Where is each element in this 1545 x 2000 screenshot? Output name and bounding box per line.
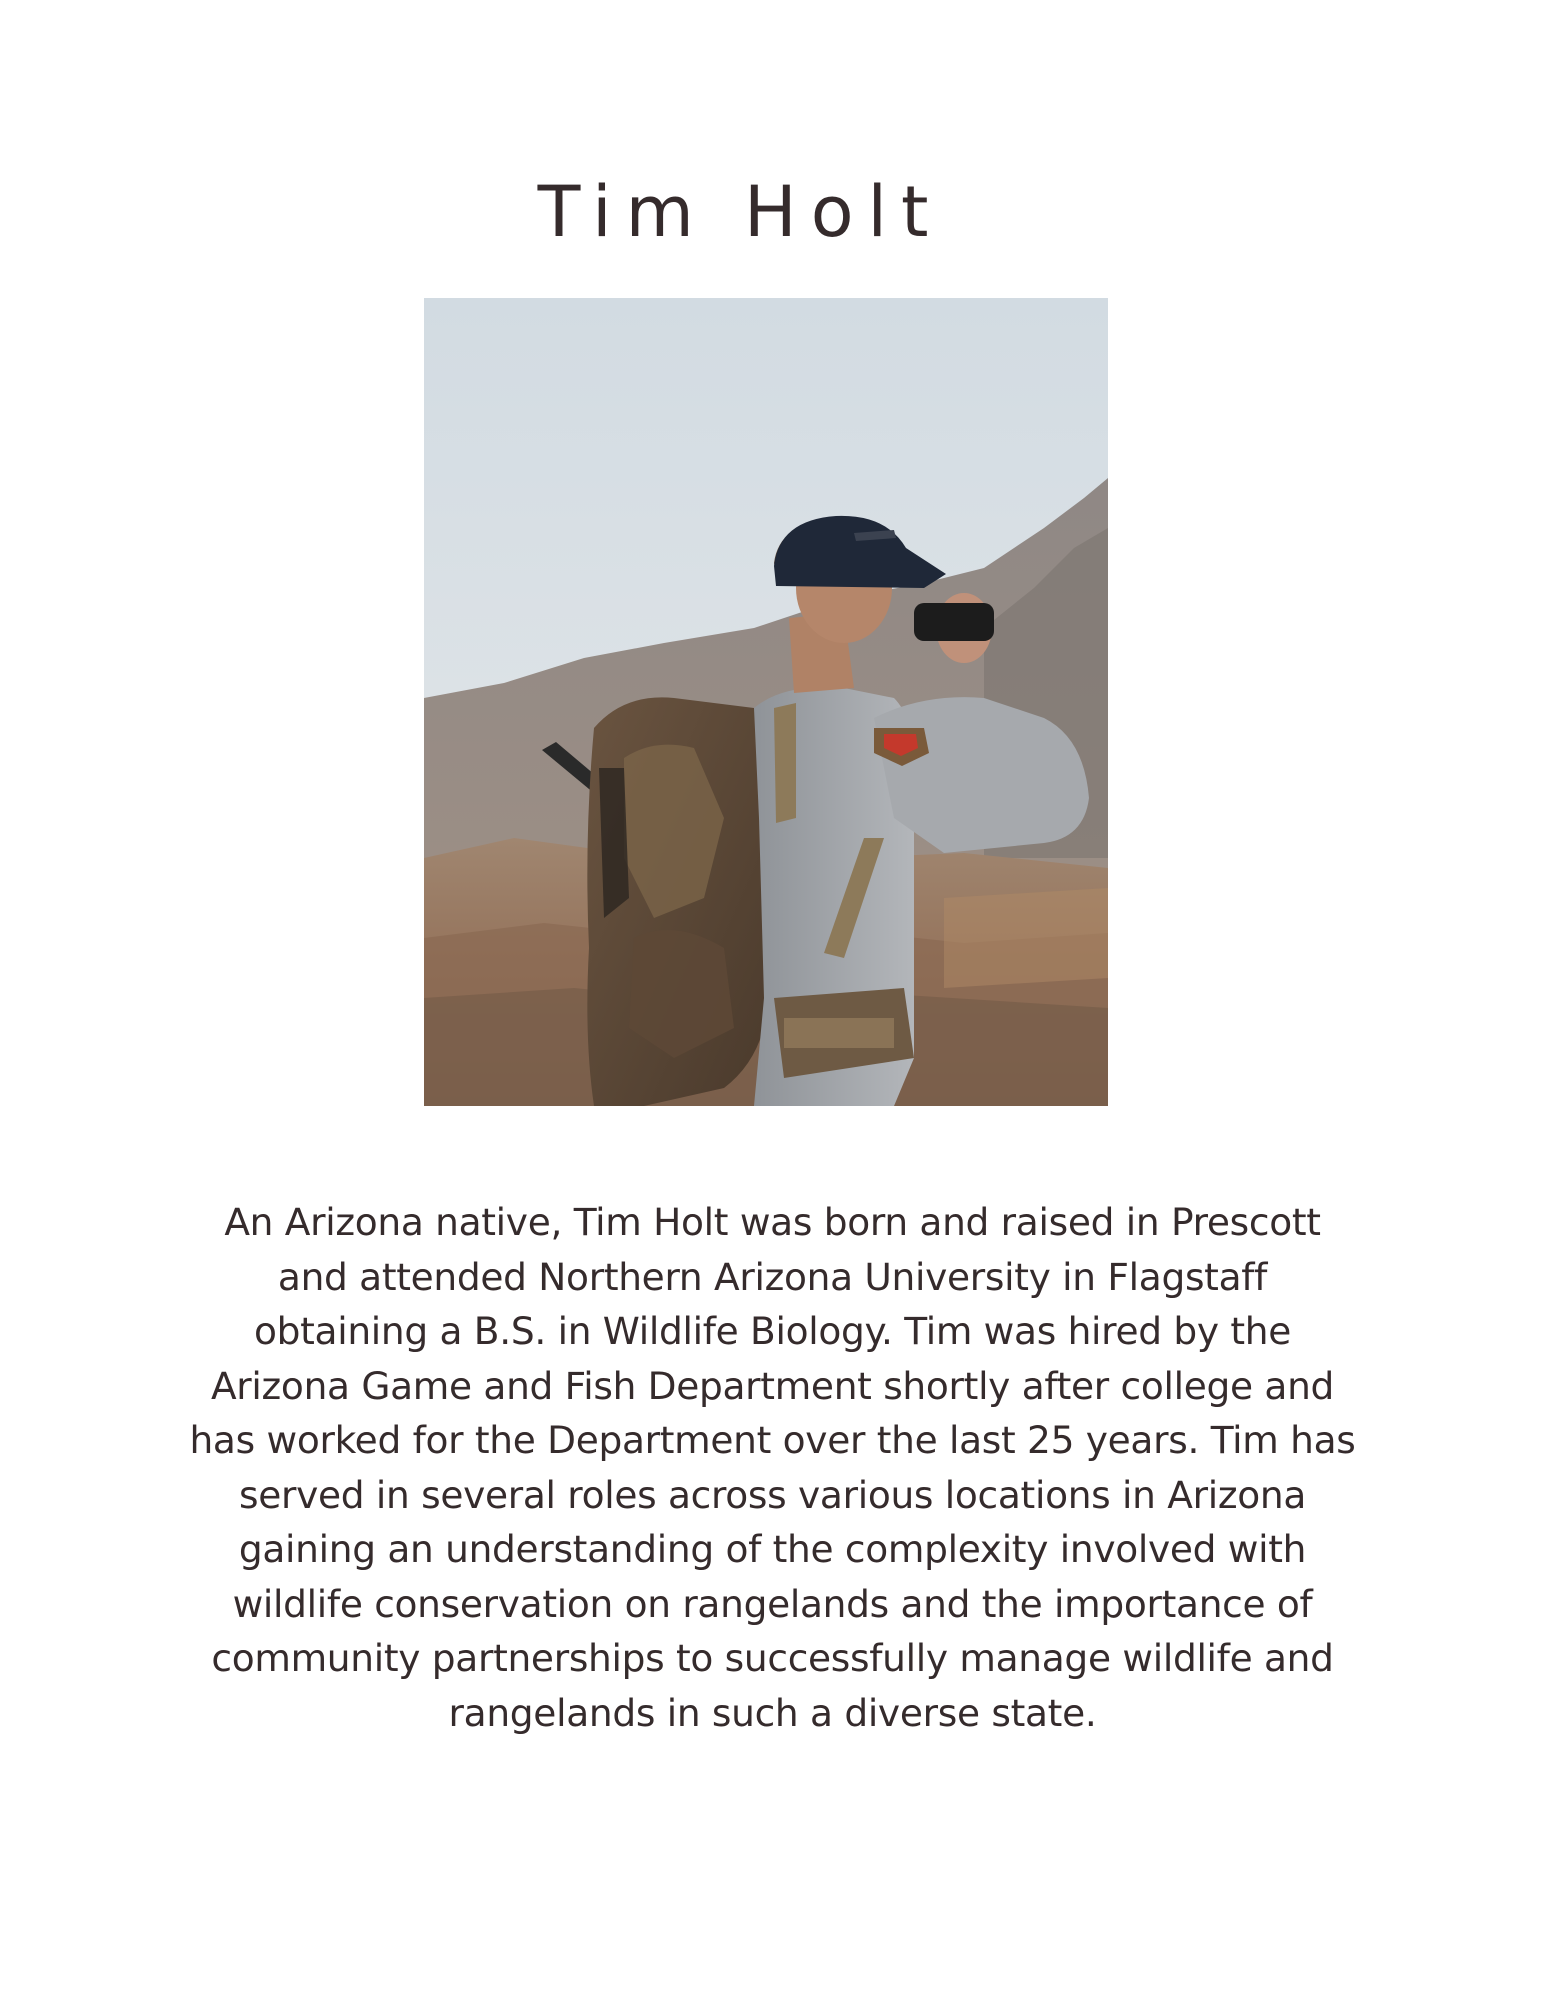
bio-line: An Arizona native, Tim Holt was born and raised in Prescott — [224, 1200, 1321, 1244]
profile-photo — [424, 298, 1108, 1106]
bio-line: wildlife conservation on rangelands and the importance of — [232, 1581, 1313, 1626]
bio-line: rangelands in such a diverse state. — [448, 1690, 1097, 1735]
bio-line: Arizona Game and Fish Department shortly after college and — [210, 1363, 1335, 1408]
bio-line: and attended Northern Arizona University in Flagstaff — [277, 1254, 1268, 1299]
page-title: Tim Holt — [537, 171, 943, 253]
bio-line: has worked for the Department over the last 25 years. Tim has — [189, 1418, 1356, 1462]
bio-line: obtaining a B.S. in Wildlife Biology. Tim was hired by the — [253, 1309, 1292, 1353]
bio-line: gaining an understanding of the complexity involved with — [238, 1527, 1307, 1571]
bio-line: community partnerships to successfully manage wildlife and — [211, 1636, 1334, 1680]
bio-line: served in several roles across various locations in Arizona — [238, 1472, 1307, 1517]
bio-text — [150, 1195, 1395, 1740]
